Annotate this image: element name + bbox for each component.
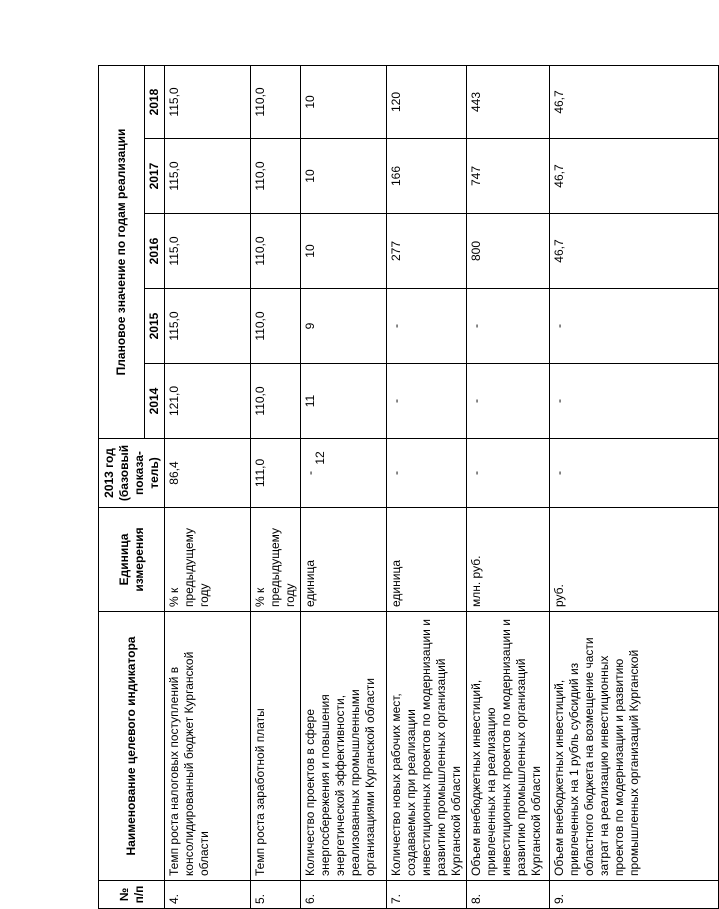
row-value-2015: 9 xyxy=(301,289,387,364)
row-unit: млн. руб. xyxy=(467,508,550,612)
row-name: Количество новых рабочих мест, создаваемых при реализации инвестиционных проектов по модернизации и развитию промышленных организаций Курганской области xyxy=(387,612,467,881)
row-value-2014: - xyxy=(550,364,719,439)
table-wrap xyxy=(98,66,641,909)
table-row xyxy=(467,65,550,908)
row-name: Темп роста заработной платы xyxy=(251,612,301,881)
row-base: 86,4 xyxy=(165,439,251,508)
page-number: 12 xyxy=(313,451,327,465)
row-num: 7. xyxy=(387,881,467,909)
row-value-2017: 166 xyxy=(387,139,467,214)
row-value-2015: 115,0 xyxy=(165,289,251,364)
row-value-2017: 110,0 xyxy=(251,139,301,214)
row-value-2017: 46,7 xyxy=(550,139,719,214)
row-value-2016: 110,0 xyxy=(251,214,301,289)
row-unit: % к предыдущему году xyxy=(251,508,301,612)
header-year: 2015 xyxy=(145,289,165,364)
row-value-2017: 10 xyxy=(301,139,387,214)
row-value-2015: - xyxy=(550,289,719,364)
row-value-2017: 115,0 xyxy=(165,139,251,214)
row-value-2014: - xyxy=(387,364,467,439)
table-row xyxy=(387,65,467,908)
header-base: 2013 год (базовый показа-тель) xyxy=(99,439,165,508)
row-name: Количество проектов в сфере энергосбережения и повышения энергетической эффективности, реализованных промышленными организациями Курганской области xyxy=(301,612,387,881)
table-row xyxy=(251,65,301,908)
table-row xyxy=(301,65,387,908)
row-value-2014: 11 xyxy=(301,364,387,439)
row-base: - xyxy=(387,439,467,508)
row-value-2018: 10 xyxy=(301,65,387,138)
header-name: Наименование целевого индикатора xyxy=(99,612,165,881)
row-num: 5. xyxy=(251,881,301,909)
row-num: 6. xyxy=(301,881,387,909)
row-value-2018: 115,0 xyxy=(165,65,251,138)
row-base: - xyxy=(301,439,387,508)
header-year: 2016 xyxy=(145,214,165,289)
row-base: - xyxy=(467,439,550,508)
header-unit: Единица измерения xyxy=(99,508,165,612)
row-value-2015: - xyxy=(467,289,550,364)
row-value-2016: 46,7 xyxy=(550,214,719,289)
row-num: 9. xyxy=(550,881,719,909)
header-year: 2014 xyxy=(145,364,165,439)
row-value-2018: 46,7 xyxy=(550,65,719,138)
row-value-2018: 443 xyxy=(467,65,550,138)
rotated-table-area xyxy=(98,66,641,909)
row-value-2018: 110,0 xyxy=(251,65,301,138)
header-year: 2017 xyxy=(145,139,165,214)
row-value-2016: 115,0 xyxy=(165,214,251,289)
row-name: Объем внебюджетных инвестиций, привлеченных на 1 рубль субсидий из областного бюджета на возмещение части затрат на реализацию инвестиционных проектов по модернизации и развитию промышленных организаций Курганской xyxy=(550,612,719,881)
header-year: 2018 xyxy=(145,65,165,138)
row-value-2017: 747 xyxy=(467,139,550,214)
row-value-2018: 120 xyxy=(387,65,467,138)
header-row xyxy=(99,65,145,908)
row-num: 4. xyxy=(165,881,251,909)
row-value-2014: 110,0 xyxy=(251,364,301,439)
row-base: - xyxy=(550,439,719,508)
header-num: № п/п xyxy=(99,881,165,909)
row-value-2015: - xyxy=(387,289,467,364)
row-unit: единица xyxy=(387,508,467,612)
row-name: Темп роста налоговых поступлений в консолидированный бюджет Курганской области xyxy=(165,612,251,881)
row-value-2014: 121,0 xyxy=(165,364,251,439)
row-unit: единица xyxy=(301,508,387,612)
table-row xyxy=(165,65,251,908)
row-unit: руб. xyxy=(550,508,719,612)
row-value-2016: 800 xyxy=(467,214,550,289)
table-row xyxy=(550,65,719,908)
row-value-2016: 277 xyxy=(387,214,467,289)
indicators-table xyxy=(98,65,719,909)
row-value-2016: 10 xyxy=(301,214,387,289)
row-value-2015: 110,0 xyxy=(251,289,301,364)
header-plan: Плановое значение по годам реализации xyxy=(99,65,145,438)
row-name: Объем внебюджетных инвестиций, привлеченных на реализацию инвестиционных проектов по модернизации и развитию промышленных организаций Курганской области xyxy=(467,612,550,881)
row-num: 8. xyxy=(467,881,550,909)
row-value-2014: - xyxy=(467,364,550,439)
row-unit: % к предыдущему году xyxy=(165,508,251,612)
row-base: 111,0 xyxy=(251,439,301,508)
